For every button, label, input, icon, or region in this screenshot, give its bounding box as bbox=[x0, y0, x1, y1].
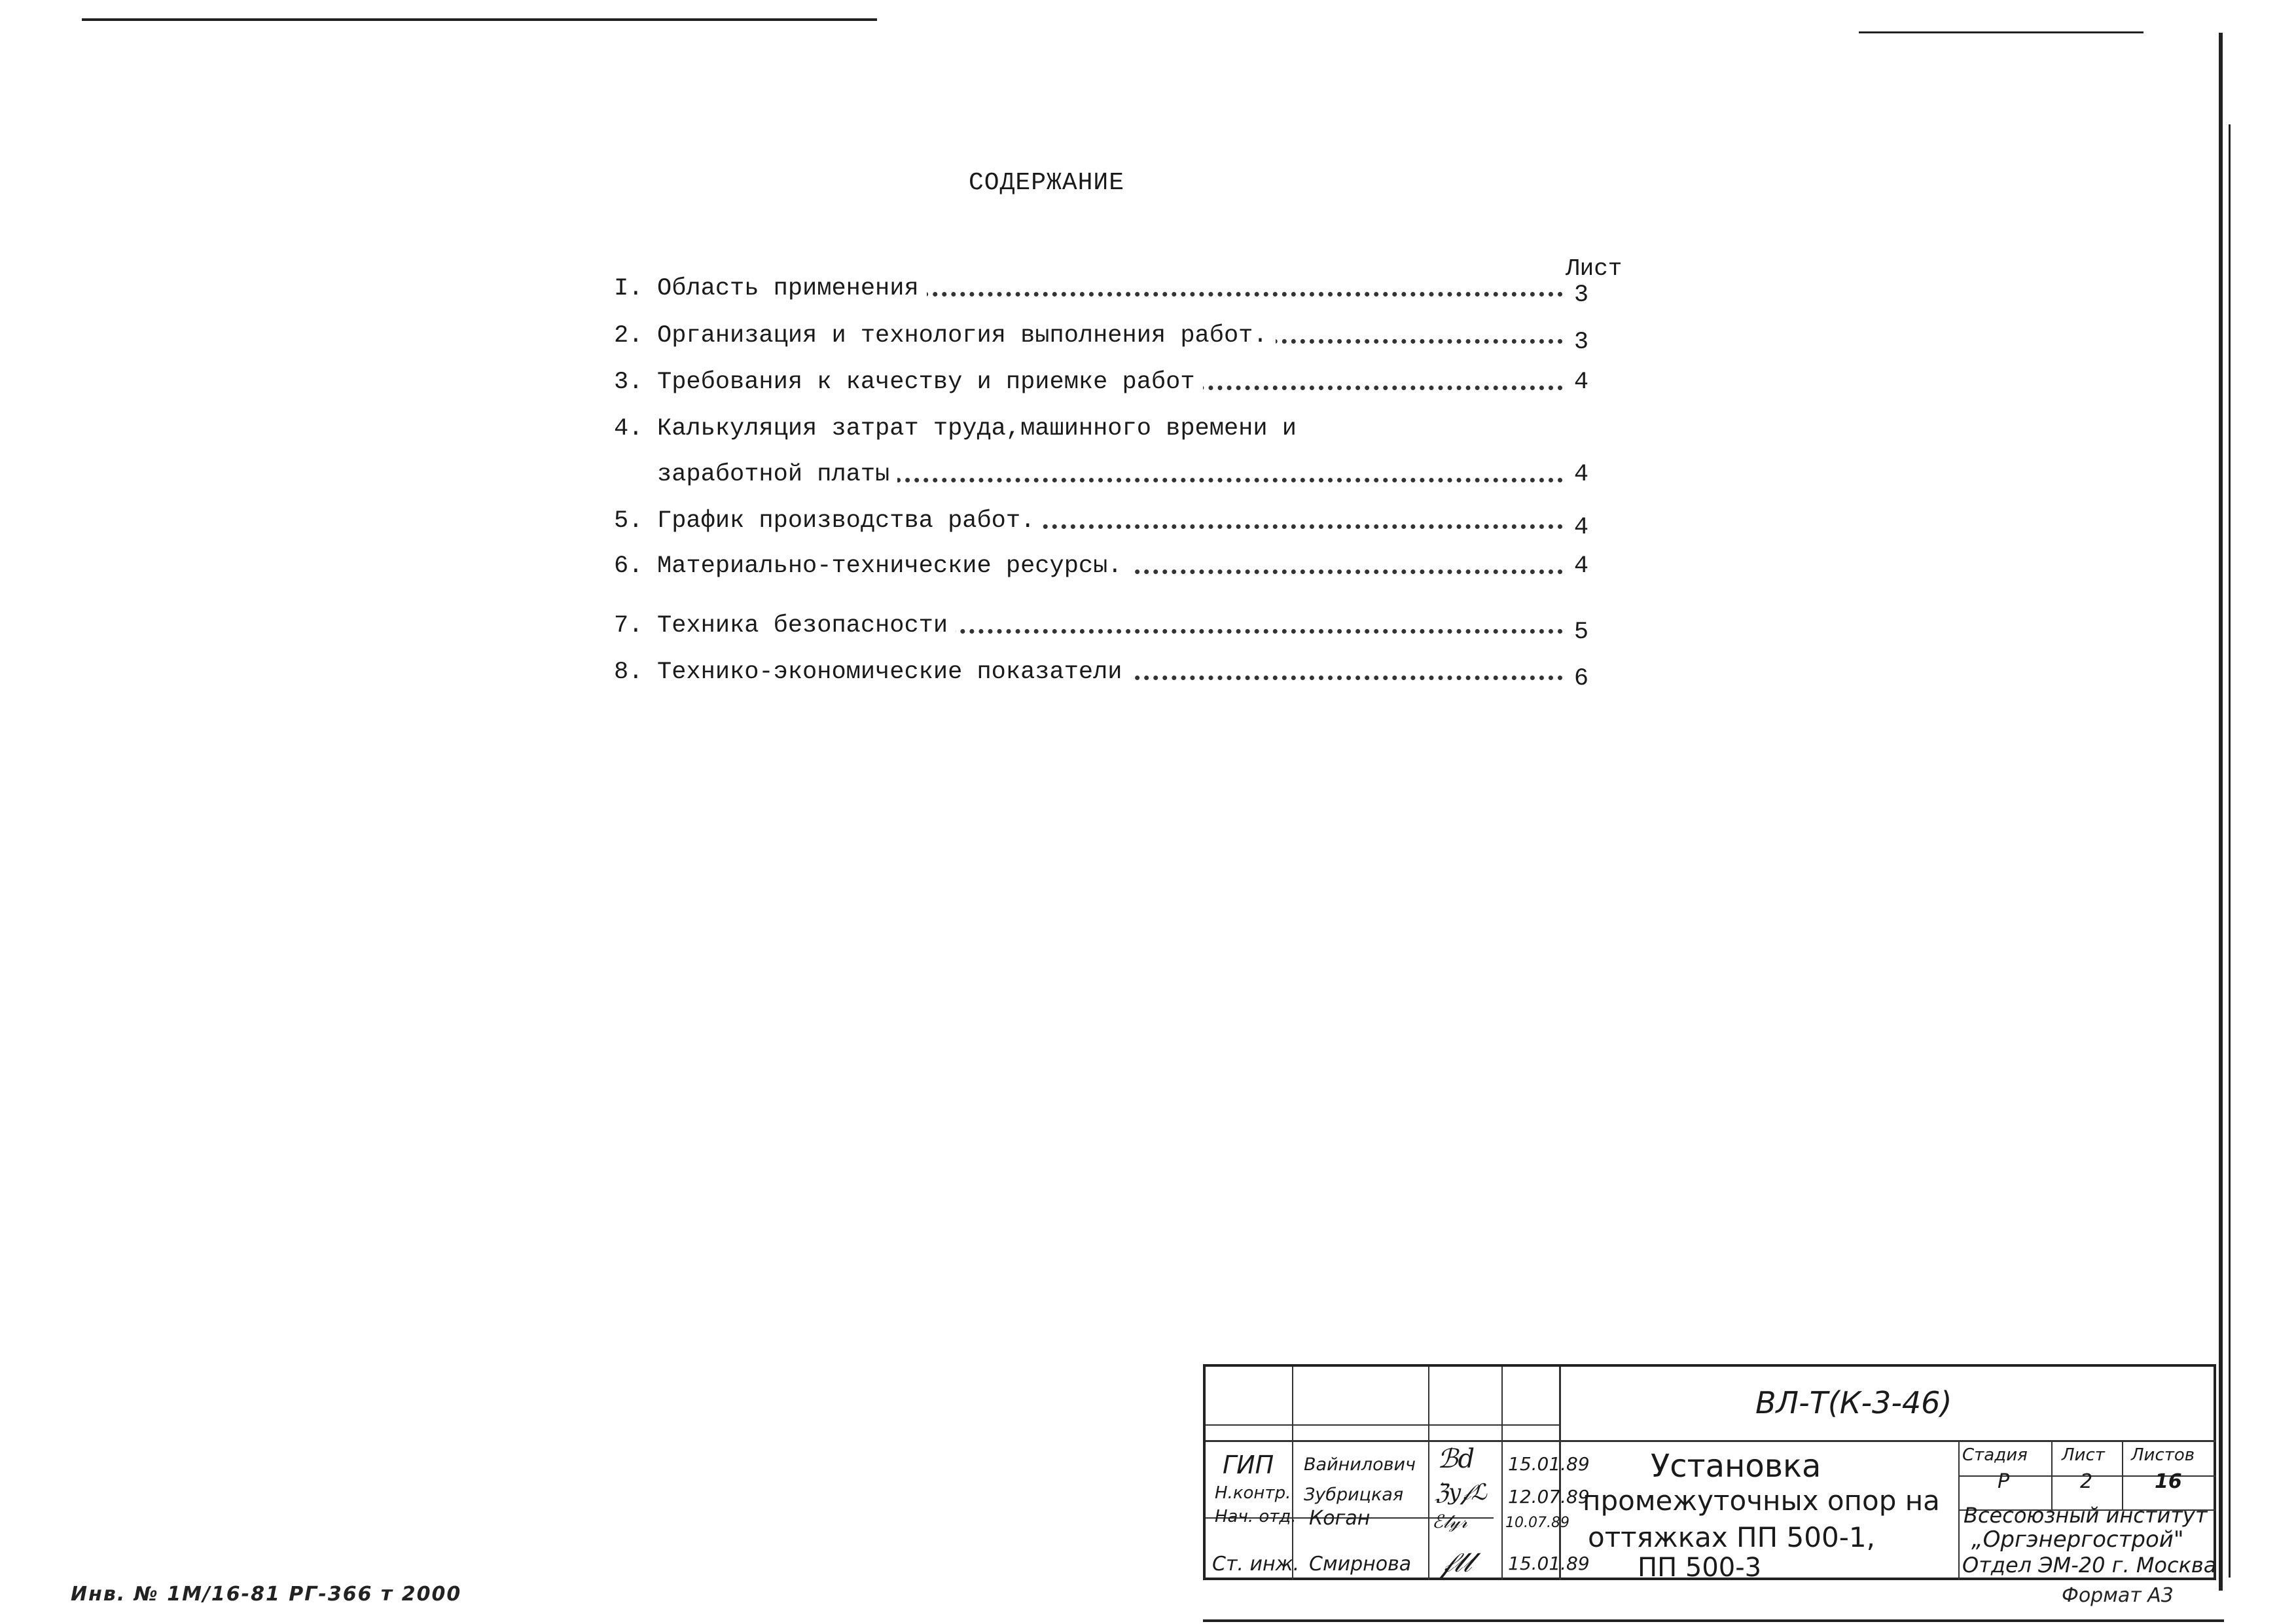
organization-line: „Оргэнергострой" bbox=[1971, 1526, 2184, 1553]
toc-row bbox=[614, 507, 1609, 540]
toc-row bbox=[614, 659, 1609, 691]
toc-title: График производства работ. bbox=[657, 507, 1043, 535]
top-rule-left bbox=[82, 18, 877, 21]
sheet-value: 2 bbox=[2080, 1470, 2093, 1493]
person-name: Вайнилович bbox=[1304, 1454, 1416, 1475]
toc-page: 5 bbox=[1573, 619, 1589, 646]
toc-title: Техника безопасности bbox=[657, 612, 956, 640]
toc-title: Калькуляция затрат труда,машинного времени и bbox=[657, 415, 1304, 442]
person-name: Коган bbox=[1309, 1507, 1371, 1530]
inventory-note: Инв. № 1М/16-81 РГ-366 т 2000 bbox=[71, 1583, 462, 1606]
toc-number: 2. bbox=[614, 322, 643, 350]
document-code: ВЛ-Т(К-3-46) bbox=[1755, 1385, 1952, 1420]
right-border-inner bbox=[2229, 124, 2231, 1578]
toc-heading: СОДЕРЖАНИЕ bbox=[969, 169, 1125, 197]
bottom-rule bbox=[1203, 1619, 2224, 1622]
signature-date: 12.07.89 bbox=[1508, 1486, 1590, 1507]
document-title-line: оттяжках ПП 500-1, bbox=[1588, 1521, 1875, 1553]
sheet-format: Формат А3 bbox=[2062, 1584, 2174, 1607]
toc-title: Область применения bbox=[657, 275, 927, 302]
sheets-value: 16 bbox=[2155, 1470, 2182, 1493]
title-block-stamp bbox=[1203, 1364, 2217, 1583]
signature-date: 15.01.89 bbox=[1508, 1553, 1590, 1574]
role-label: Ст. инж. bbox=[1212, 1553, 1300, 1576]
signature-date: 10.07.89 bbox=[1505, 1515, 1570, 1531]
stamp-divider bbox=[1206, 1440, 2216, 1442]
stage-value: Р bbox=[1998, 1470, 2010, 1493]
toc-number: 8. bbox=[614, 659, 643, 686]
toc-page: 4 bbox=[1573, 369, 1589, 396]
person-name: Зубрицкая bbox=[1304, 1485, 1404, 1505]
person-name: Смирнова bbox=[1309, 1553, 1412, 1576]
toc-page: 4 bbox=[1573, 461, 1589, 488]
toc-number: I. bbox=[614, 275, 643, 302]
signature: 𝒻𝓁𝓁 bbox=[1441, 1546, 1472, 1578]
organization-line: Отдел ЭМ-20 г. Москва bbox=[1962, 1553, 2217, 1578]
stamp-divider bbox=[1501, 1367, 1503, 1580]
toc-row bbox=[614, 322, 1609, 355]
role-label: Н.контр. bbox=[1215, 1483, 1291, 1503]
role-label: Нач. отд. bbox=[1215, 1507, 1297, 1526]
toc-page: 3 bbox=[1573, 281, 1589, 309]
sheet-label: Лист bbox=[2062, 1445, 2105, 1465]
sheet-column-header: Лист bbox=[1566, 255, 1623, 282]
stamp-divider bbox=[2051, 1440, 2053, 1509]
signature: ℬd bbox=[1437, 1444, 1475, 1474]
toc-title: Материально-технические ресурсы. bbox=[657, 552, 1130, 580]
stamp-divider bbox=[1292, 1367, 1293, 1580]
toc-number: 5. bbox=[614, 507, 643, 535]
toc-number: 4. bbox=[614, 415, 643, 442]
document-title-line: промежуточных опор на bbox=[1583, 1485, 1940, 1517]
stamp-divider bbox=[1428, 1367, 1429, 1580]
toc-row bbox=[614, 552, 1609, 585]
signature: ℨy𝒻ℒ bbox=[1435, 1479, 1487, 1506]
sheets-label: Листов bbox=[2131, 1445, 2195, 1465]
toc-title: Технико-экономические показатели bbox=[657, 659, 1130, 686]
toc-title: Организация и технология выполнения работ. bbox=[657, 322, 1276, 350]
toc-page: 3 bbox=[1573, 329, 1589, 356]
stamp-divider bbox=[2122, 1440, 2123, 1509]
toc-page: 4 bbox=[1573, 514, 1589, 541]
top-rule-right bbox=[1859, 31, 2144, 33]
toc-row bbox=[614, 369, 1609, 401]
stamp-divider bbox=[1958, 1440, 1960, 1580]
document-title-line: ПП 500-3 bbox=[1638, 1553, 1762, 1583]
role-label: ГИП bbox=[1223, 1451, 1274, 1479]
stage-label: Стадия bbox=[1962, 1445, 2028, 1465]
right-border bbox=[2219, 33, 2223, 1591]
toc-title: Требования к качеству и приемке работ bbox=[657, 369, 1203, 396]
toc-number: 6. bbox=[614, 552, 643, 580]
stamp-divider bbox=[1206, 1424, 1559, 1426]
toc-number: 3. bbox=[614, 369, 643, 396]
toc-title: заработной платы bbox=[657, 461, 897, 488]
document-title-line: Установка bbox=[1651, 1448, 1821, 1485]
toc-number: 7. bbox=[614, 612, 643, 640]
toc-page: 6 bbox=[1573, 665, 1589, 693]
signature: ℰ𝓁𝓎𝓇 bbox=[1432, 1511, 1468, 1532]
organization-line: Всесоюзный институт bbox=[1964, 1503, 2208, 1528]
signature-date: 15.01.89 bbox=[1508, 1453, 1590, 1475]
toc-page: 4 bbox=[1573, 552, 1589, 580]
toc-row bbox=[614, 275, 1609, 308]
toc-row bbox=[614, 415, 1609, 448]
toc-row bbox=[614, 461, 1609, 494]
toc-row bbox=[614, 612, 1609, 645]
